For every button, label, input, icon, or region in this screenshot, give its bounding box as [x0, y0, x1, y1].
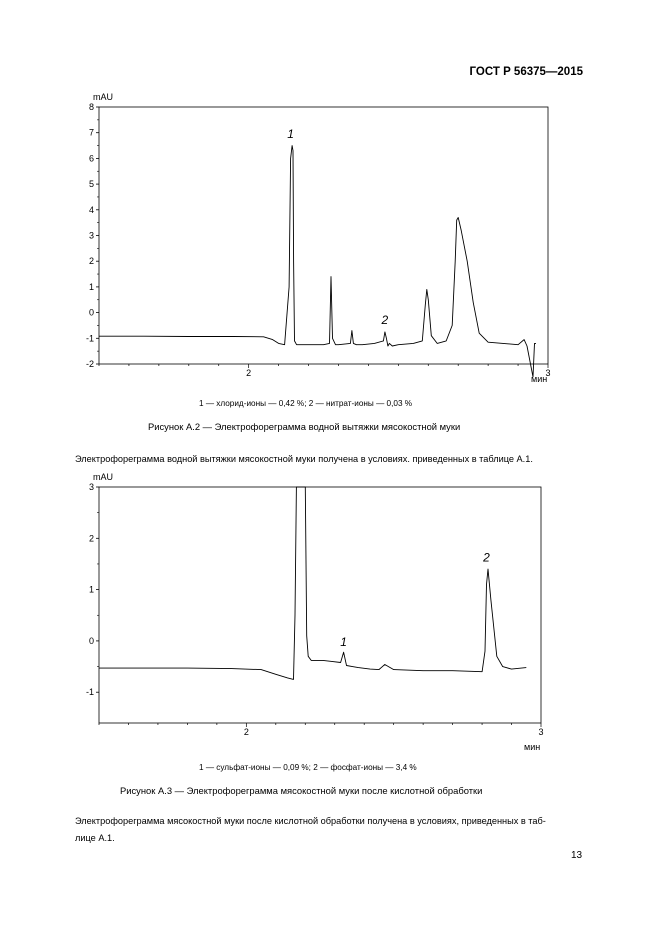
page-number: 13: [571, 850, 583, 861]
document-standard-header: ГОСТ Р 56375—2015: [469, 66, 583, 78]
y-tick-label: 3: [88, 482, 94, 492]
y-tick-label: 2: [88, 533, 94, 544]
y-tick-label: 4: [88, 204, 94, 215]
y-tick-label: 3: [88, 230, 94, 241]
x-axis-label: мин: [524, 742, 541, 752]
paragraph-a3-conditions-line1: Электрофореграмма мясокостной муки после кислотной обработки получена в условиях, приведенных в таб-: [75, 816, 546, 826]
peak-label: 2: [483, 550, 490, 565]
figure-a3-legend: 1 — сульфат-ионы — 0,09 %; 2 — фосфат-ионы — 3,4 %: [199, 763, 417, 772]
plot-frame: [99, 487, 541, 723]
x-axis-label: мин: [531, 374, 548, 384]
y-tick-label: 6: [88, 153, 94, 164]
peak-label: 2: [381, 313, 389, 328]
y-tick-label: 0: [88, 307, 94, 318]
y-tick-label: -1: [85, 333, 94, 344]
y-tick-label: 0: [88, 635, 94, 646]
y-tick-label: 7: [88, 127, 94, 138]
y-tick-label: 1: [88, 281, 94, 292]
paragraph-a2-conditions: Электрофореграмма водной вытяжки мясокостной муки получена в условиях. приведенных в таблице А.1.: [75, 454, 533, 464]
figure-a2-caption: Рисунок А.2 — Электрофореграмма водной вытяжки мясокостной муки: [148, 421, 461, 432]
x-tick-label: 2: [246, 368, 252, 378]
y-axis-label: mAU: [93, 472, 113, 482]
peak-label: 1: [287, 126, 294, 141]
y-axis-label: mAU: [93, 92, 113, 102]
x-tick-label: 3: [545, 368, 551, 378]
x-tick-label: 3: [538, 727, 544, 737]
y-tick-label: 1: [88, 584, 94, 595]
paragraph-a3-conditions-line2: лице А.1.: [75, 833, 115, 843]
x-tick-label: 2: [243, 727, 249, 737]
series-line: [99, 487, 526, 679]
y-tick-label: -1: [85, 687, 94, 698]
y-tick-label: 2: [88, 256, 94, 267]
y-tick-label: 8: [88, 102, 94, 112]
peak-label: 1: [340, 635, 347, 650]
figure-a3-caption: Рисунок А.3 — Электрофореграмма мясокостной муки после кислотной обработки: [120, 785, 483, 796]
figure-a2-legend: 1 — хлорид-ионы — 0,42 %; 2 — нитрат-ионы — 0,03 %: [199, 399, 413, 408]
y-tick-label: -2: [85, 359, 94, 369]
y-tick-label: 5: [88, 179, 94, 190]
